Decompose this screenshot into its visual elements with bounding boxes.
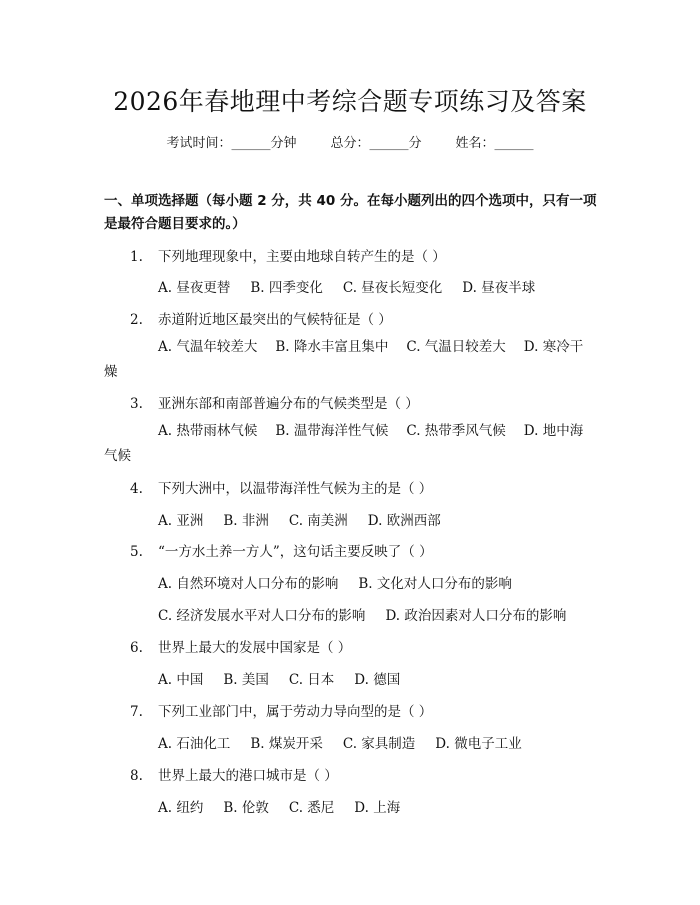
option-d: D. 上海	[354, 800, 401, 816]
question-5-options-row2	[158, 604, 566, 624]
question-8-options	[158, 796, 400, 816]
question-text: 下列大洲中，以温带海洋性气候为主的是（ ）	[158, 481, 433, 497]
question-number: 3.	[130, 396, 143, 412]
question-text: 下列工业部门中，属于劳动力导向型的是（ ）	[158, 704, 433, 720]
option-a: A. 自然环境对人口分布的影响	[158, 576, 339, 592]
option-b: B. 文化对人口分布的影响	[358, 576, 512, 592]
page-title: 2026年春地理中考综合题专项练习及答案	[113, 87, 587, 116]
option-b: B. 温带海洋性气候	[275, 423, 389, 439]
question-number: 2.	[130, 312, 143, 328]
question-3-options	[104, 419, 596, 469]
option-b: B. 非洲	[223, 513, 269, 529]
option-b: B. 降水丰富且集中	[275, 339, 389, 355]
question-2	[130, 308, 392, 328]
question-6	[130, 636, 351, 656]
question-text: 下列地理现象中，主要由地球自转产生的是（ ）	[158, 249, 446, 265]
question-number: 7.	[130, 704, 143, 720]
question-number: 6.	[130, 640, 143, 656]
option-d: D. 德国	[354, 672, 401, 688]
option-d: D. 地中海气候	[104, 423, 584, 464]
question-text: 世界上最大的港口城市是（ ）	[158, 768, 338, 784]
question-text: 世界上最大的发展中国家是（ ）	[158, 640, 352, 656]
option-b: B. 美国	[223, 672, 269, 688]
option-b: B. 四季变化	[250, 280, 323, 296]
question-4	[130, 477, 432, 497]
option-c: C. 经济发展水平对人口分布的影响	[158, 608, 366, 624]
question-number: 4.	[130, 481, 143, 497]
option-d: D. 欧洲西部	[367, 513, 441, 529]
question-4-options	[158, 509, 441, 529]
option-a: A. 热带雨林气候	[158, 423, 258, 439]
name-label: 姓名：______	[455, 136, 534, 151]
question-1	[130, 245, 446, 265]
question-7-options	[158, 732, 522, 752]
question-number: 8.	[130, 768, 143, 784]
option-c: C. 热带季风气候	[406, 423, 506, 439]
option-c: C. 日本	[288, 672, 335, 688]
question-2-options	[104, 335, 596, 385]
option-a: A. 昼夜更替	[158, 280, 231, 296]
option-a: A. 气温年较差大	[158, 339, 258, 355]
question-7	[130, 700, 432, 720]
question-text: 赤道附近地区最突出的气候特征是（ ）	[158, 312, 392, 328]
option-a: A. 亚洲	[158, 513, 204, 529]
exam-meta	[0, 132, 700, 151]
question-text: 亚洲东部和南部普遍分布的气候类型是（ ）	[158, 396, 419, 412]
option-a: A. 石油化工	[158, 736, 231, 752]
option-b: B. 煤炭开采	[250, 736, 323, 752]
option-d: D. 微电子工业	[435, 736, 522, 752]
option-a: A. 纽约	[158, 800, 204, 816]
question-number: 5.	[130, 544, 143, 560]
question-text: “一方水土养一方人”，这句话主要反映了（ ）	[158, 544, 433, 560]
question-5	[130, 540, 433, 560]
option-c: C. 悉尼	[288, 800, 335, 816]
option-c: C. 昼夜长短变化	[342, 280, 443, 296]
option-c: C. 气温日较差大	[406, 339, 506, 355]
option-d: D. 政治因素对人口分布的影响	[385, 608, 567, 624]
option-d: D. 昼夜半球	[462, 280, 536, 296]
question-3	[130, 392, 419, 412]
question-number: 1.	[130, 249, 143, 265]
option-a: A. 中国	[158, 672, 204, 688]
option-b: B. 伦敦	[223, 800, 269, 816]
question-5-options-row1	[158, 572, 512, 592]
question-8	[130, 764, 338, 784]
option-d: D. 寒冷干燥	[104, 339, 584, 380]
option-c: C. 家具制造	[342, 736, 416, 752]
total-score-label: 总分：______分	[330, 136, 422, 151]
section-heading: 一、单项选择题（每小题 2 分，共 40 分。在每小题列出的四个选项中，只有一项是最符合题目要求的。）	[104, 193, 597, 232]
option-c: C. 南美洲	[288, 513, 348, 529]
question-6-options	[158, 668, 400, 688]
question-1-options	[158, 276, 535, 296]
exam-time-label: 考试时间：______分钟	[166, 136, 297, 151]
